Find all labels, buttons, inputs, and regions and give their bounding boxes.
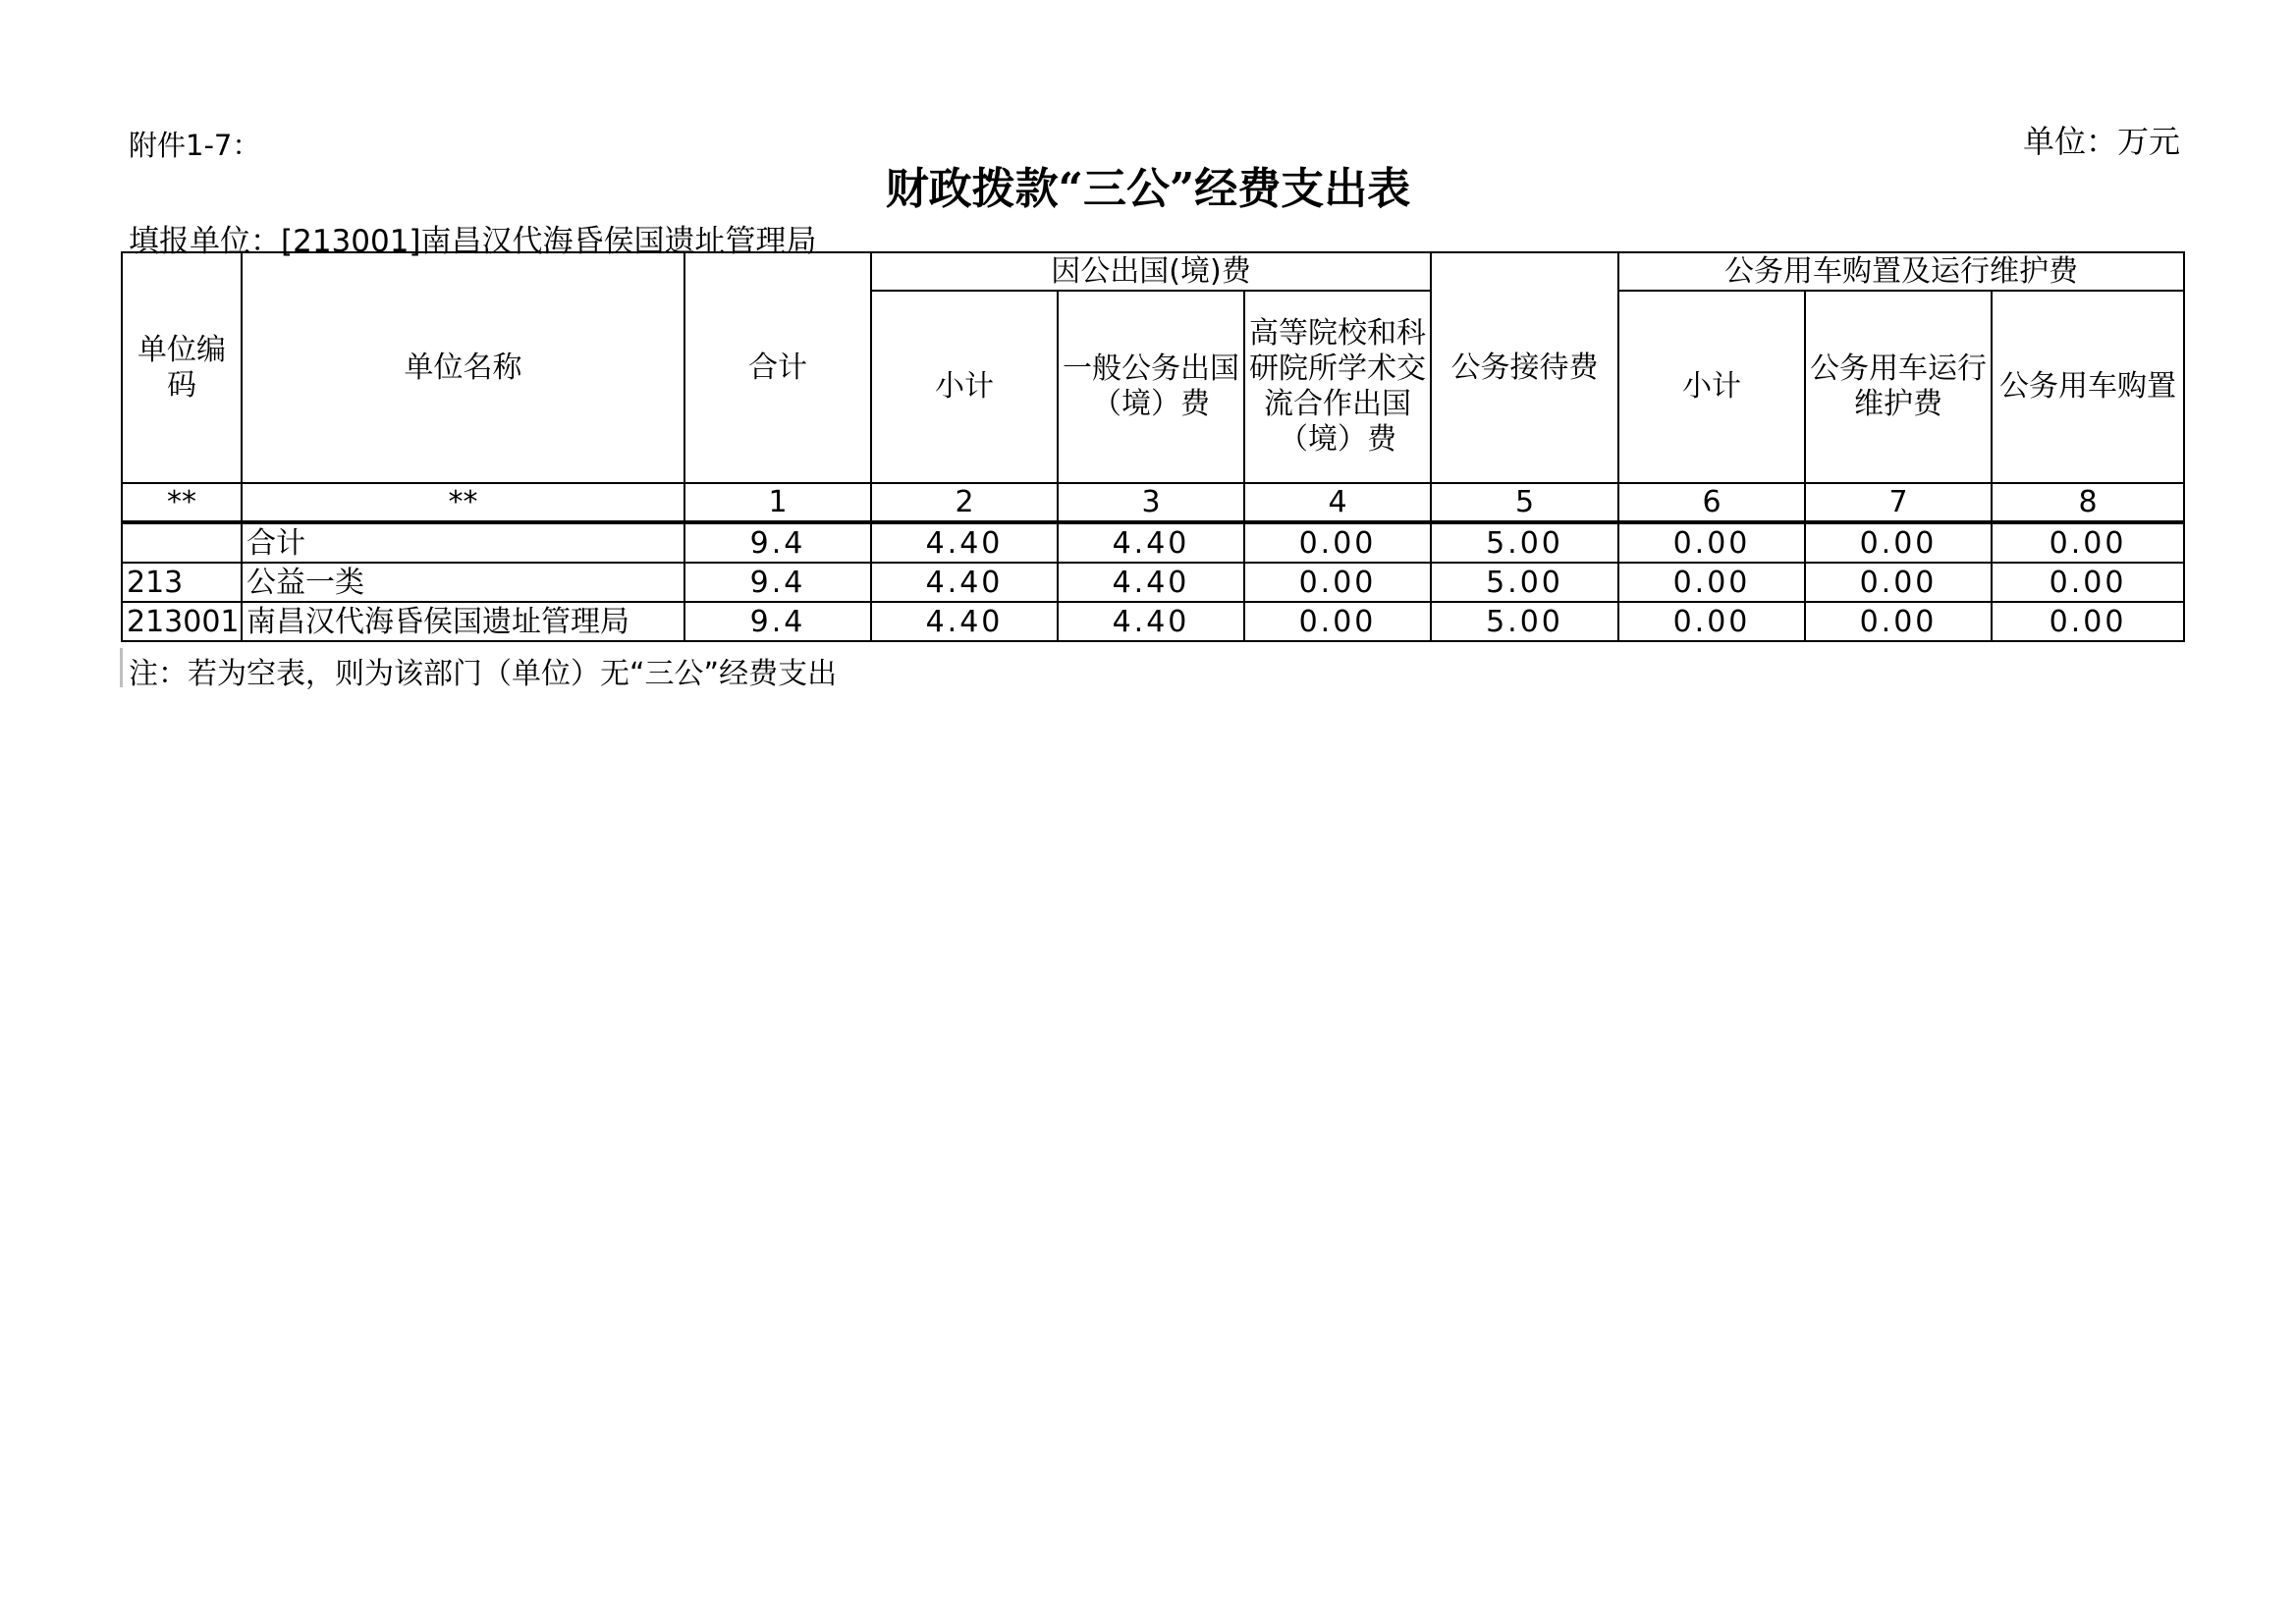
cell-unit-code	[122, 522, 242, 563]
cell-reception: 5.00	[1431, 563, 1618, 602]
cell-reception: 5.00	[1431, 602, 1618, 641]
cell-vehicle-maintenance: 0.00	[1805, 602, 1992, 641]
index-cell: 3	[1058, 483, 1244, 522]
cell-total: 9.4	[684, 563, 871, 602]
expenditure-table	[121, 251, 2185, 642]
cell-total: 9.4	[684, 602, 871, 641]
table-row	[122, 522, 2184, 563]
cell-unit-name: 南昌汉代海昏侯国遗址管理局	[242, 602, 684, 641]
cell-unit-name: 公益一类	[242, 563, 684, 602]
table-row	[122, 563, 2184, 602]
index-cell: 7	[1805, 483, 1992, 522]
footnote: 注：若为空表，则为该部门（单位）无“三公”经费支出	[129, 657, 838, 691]
cell-abroad-subtotal: 4.40	[871, 602, 1058, 641]
filler-unit: 填报单位：[213001]南昌汉代海昏侯国遗址管理局	[129, 224, 817, 259]
header-vehicle-group: 公务用车购置及运行维护费	[1618, 252, 2184, 291]
header-abroad-academic: 高等院校和科研院所学术交流合作出国（境）费	[1244, 291, 1431, 483]
header-vehicle-subtotal: 小计	[1618, 291, 1805, 483]
cell-vehicle-purchase: 0.00	[1992, 522, 2184, 563]
cell-vehicle-subtotal: 0.00	[1618, 602, 1805, 641]
header-unit-name: 单位名称	[242, 252, 684, 483]
cell-abroad-general: 4.40	[1058, 602, 1244, 641]
header-abroad-group: 因公出国(境)费	[871, 252, 1431, 291]
cell-vehicle-purchase: 0.00	[1992, 563, 2184, 602]
index-cell: **	[122, 483, 242, 522]
note-divider	[120, 648, 123, 687]
cell-vehicle-subtotal: 0.00	[1618, 522, 1805, 563]
index-cell: **	[242, 483, 684, 522]
header-abroad-subtotal: 小计	[871, 291, 1058, 483]
cell-abroad-academic: 0.00	[1244, 563, 1431, 602]
cell-abroad-subtotal: 4.40	[871, 522, 1058, 563]
header-total: 合计	[684, 252, 871, 483]
cell-unit-code: 213001	[122, 602, 242, 641]
header-unit-code: 单位编码	[122, 252, 242, 483]
index-cell: 1	[684, 483, 871, 522]
cell-unit-name: 合计	[242, 522, 684, 563]
index-cell: 5	[1431, 483, 1618, 522]
cell-vehicle-maintenance: 0.00	[1805, 563, 1992, 602]
cell-vehicle-maintenance: 0.00	[1805, 522, 1992, 563]
cell-vehicle-purchase: 0.00	[1992, 602, 2184, 641]
cell-total: 9.4	[684, 522, 871, 563]
cell-abroad-academic: 0.00	[1244, 602, 1431, 641]
index-cell: 6	[1618, 483, 1805, 522]
cell-abroad-general: 4.40	[1058, 522, 1244, 563]
cell-vehicle-subtotal: 0.00	[1618, 563, 1805, 602]
index-cell: 4	[1244, 483, 1431, 522]
attachment-label: 附件1-7：	[129, 129, 261, 162]
header-vehicle-purchase: 公务用车购置	[1992, 291, 2184, 483]
header-abroad-general: 一般公务出国（境）费	[1058, 291, 1244, 483]
cell-abroad-academic: 0.00	[1244, 522, 1431, 563]
header-reception: 公务接待费	[1431, 252, 1618, 483]
unit-label: 单位：万元	[2022, 123, 2180, 160]
cell-reception: 5.00	[1431, 522, 1618, 563]
header-vehicle-maintenance: 公务用车运行维护费	[1805, 291, 1992, 483]
cell-unit-code: 213	[122, 563, 242, 602]
page-title: 财政拨款“三公”经费支出表	[885, 164, 1411, 214]
index-cell: 2	[871, 483, 1058, 522]
index-row	[122, 483, 2184, 522]
table-row	[122, 602, 2184, 641]
cell-abroad-general: 4.40	[1058, 563, 1244, 602]
index-cell: 8	[1992, 483, 2184, 522]
cell-abroad-subtotal: 4.40	[871, 563, 1058, 602]
